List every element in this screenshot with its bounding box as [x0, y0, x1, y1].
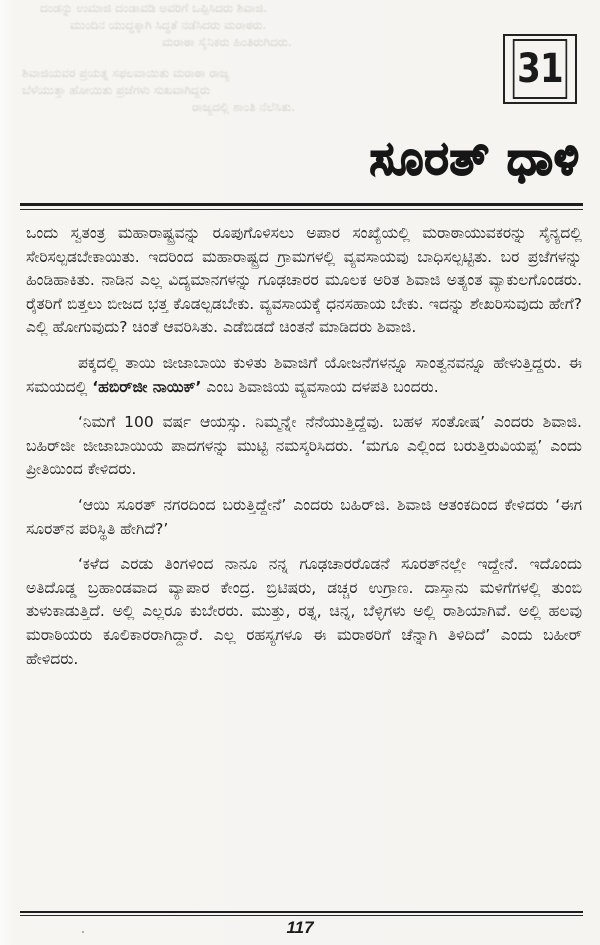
bold-name: ‘ಹಬಿರ್‌ಜೀ ನಾಯಿಕ್’ [92, 377, 202, 396]
paragraph: ‘ಆಯಿ ಸೂರತ್ ನಗರದಿಂದ ಬರುತ್ತಿದ್ದೇನೆ’ ಎಂದರು ಬಹಿರ್‌ಜಿ. ಶಿವಾಜಿ ಆತಂಕದಿಂದ ಕೇಳಿದರು ‘ಈಗ ಸೂರತ್‌ನ ಪರಿಸ್ಥಿತಿ ಹೇಗಿದೆ?’ [26, 495, 582, 538]
ghost-line: ಮುಂದಿನ ಯುದ್ಧಕ್ಕಾಗಿ ಸಿದ್ಧತೆ ನಡೆಸಿದರು ಮರಾಠರು. [70, 18, 267, 32]
paragraph-text: ಪಕ್ಕದಲ್ಲಿ ತಾಯಿ ಜೀಜಾಬಾಯಿ ಕುಳಿತು ಶಿವಾಜಿಗೆ ಯೋಜನೆಗಳನ್ನೂ ಸಾಂತ್ವನವನ್ನೂ ಹೇಳುತ್ತಿದ್ದರು. ಈ ಸಮಯದಲ್ಲಿ [26, 353, 582, 396]
paragraph: ‘ನಿಮಗೆ 100 ವರ್ಷ ಆಯಸ್ಸು. ನಿಮ್ಮನ್ನೇ ನೆನೆಯುತ್ತಿದ್ದೆವು. ಬಹಳ ಸಂತೋಷ’ ಎಂದರು ಶಿವಾಜಿ. ಬಹಿರ್‌ಜೀ ಜೀಜಾಬಾಯಿಯ ಪಾದಗಳನ್ನು ಮುಟ್ಟಿ ನಮಸ್ಕರಿಸಿದರು. ‘ಮಗೂ ಎಲ್ಲಿಂದ ಬರುತ್ತಿರುವಿಯಪ್ಪ’ ಎಂದು ಪ್ರೀತಿಯಿಂದ ಕೇಳಿದರು. [26, 413, 582, 479]
footer-divider [20, 911, 583, 916]
title-divider [20, 203, 583, 210]
paragraph [26, 352, 582, 399]
paragraph: ‘ಕಳೆದ ಎರಡು ತಿಂಗಳಿಂದ ನಾನೂ ನನ್ನ ಗೂಢಚಾರರೊಡನೆ ಸೂರತ್‌ನಲ್ಲೇ ಇದ್ದೇನೆ. ಇದೊಂದು ಅತಿದೊಡ್ಡ ಬ್ರಹಾಂಡವಾದ ವ್ಯಾಪಾರ ಕೇಂದ್ರ. ಬ್ರಿಟಿಷರು, ಡಚ್ಚರ ಉಗ್ರಾಣ. ದಾಸ್ತಾನು ಮಳಿಗೆಗಳಲ್ಲಿ ತುಂಬಿ ತುಳುಕಾಡುತ್ತಿದೆ. ಅಲ್ಲಿ ಎಲ್ಲರೂ ಕುಬೇರರು. ಮುತ್ತು, ರತ್ನ, ಚಿನ್ನ, ಬೆಳ್ಳಿಗಳು ಅಲ್ಲಿ ರಾಶಿಯಾಗಿವೆ. ಅಲ್ಲಿ ಹಲವು ಮರಾಠಿಯರು ಕೂಲಿಕಾರರಾಗಿದ್ದಾರೆ. ಎಲ್ಲ ರಹಸ್ಯಗಳೂ ಈ ಮರಾಠರಿಗೆ ಚೆನ್ನಾಗಿ ತಿಳಿದಿದೆ’ ಎಂದು ಬಹೀರ್ ಹೇಳಿದರು. [26, 555, 582, 668]
paragraph-text: ಎಂಬ ಶಿವಾಜಿಯ ವ್ಯವಸಾಯ ದಳಪತಿ ಬಂದರು. [201, 377, 439, 396]
paragraph: ಒಂದು ಸ್ವತಂತ್ರ ಮಹಾರಾಷ್ಟ್ರವನ್ನು ರೂಪುಗೊಳಿಸಲು ಅಪಾರ ಸಂಖ್ಯೆಯಲ್ಲಿ ಮರಾಠಾಯುವಕರನ್ನು ಸೈನ್ಯದಲ್ಲಿ ಸೇರಿಸಲ್ಪಡಬೇಕಾಯಿತು. ಇದರಿಂದ ಮಹಾರಾಷ್ಟ್ರದ ಗ್ರಾಮಗಳಲ್ಲಿ ವ್ಯವಸಾಯವು ಬಾಧಿಸಲ್ಪಟ್ಟಿತು. ಬರ ಪ್ರಜೆಗಳನ್ನು ಹಿಂಡಿಹಾಕಿತು. ನಾಡಿನ ಎಲ್ಲ ವಿದ್ಯಮಾನಗಳನ್ನು ಗೂಢಚಾರರ ಮೂಲಕ ಅರಿತ ಶಿವಾಜಿ ಅತ್ಯಂತ ವ್ಯಾಕುಲಗೊಂಡರು. ರೈತರಿಗೆ ಬಿತ್ತಲು ಬೀಜದ ಭತ್ತ ಕೊಡಲ್ಪಡಬೇಕು. ವ್ಯವಸಾಯಕ್ಕೆ ಧನಸಹಾಯ ಬೇಕು. ಇದನ್ನು ಶೇಖರಿಸುವುದು ಹೇಗೆ? ಎಲ್ಲಿ ಹೋಗುವುದು? ಚಿಂತೆ ಆವರಿಸಿತು. ಎಡೆಬಿಡದೆ ಚಿಂತನೆ ಮಾಡಿದರು ಶಿವಾಜಿ. [26, 224, 582, 337]
ghost-line: ರಾಜ್ಯದಲ್ಲಿ ಶಾಂತಿ ನೆಲೆಸಿತು. [192, 100, 296, 114]
chapter-body [26, 222, 582, 683]
chapter-title: ಸೂರತ್ ಧಾಳಿ [369, 131, 580, 185]
show-through-text [22, 0, 442, 116]
chapter-number: 31 [513, 39, 567, 99]
ghost-line: ದಂಡನ್ನು ಉಮಾಜಿ ದಂಡಾವಡಿ ಅವರಿಗೆ ಒಪ್ಪಿಸಿದರು ಶಿವಾಜಿ. [40, 1, 268, 15]
ghost-line: ಶಿವಾಜಿಯವರ ಪ್ರಯತ್ನ ಸಫಲವಾಯಿತು ಮರಾಠಾ ರಾಜ್ಯ [22, 66, 230, 80]
chapter-number-box [503, 34, 577, 104]
ghost-line: ಮರಾಠಾ ಸೈನಿಕರು ಹಿಂತಿರುಗಿದರು. [162, 35, 292, 49]
page-number: 117 [286, 918, 314, 937]
ghost-line: ಬೆಳೆಯುತ್ತಾ ಹೋಯಿತು ಪ್ರಜೆಗಳು ಸುಖವಾಗಿದ್ದರು [22, 83, 211, 97]
